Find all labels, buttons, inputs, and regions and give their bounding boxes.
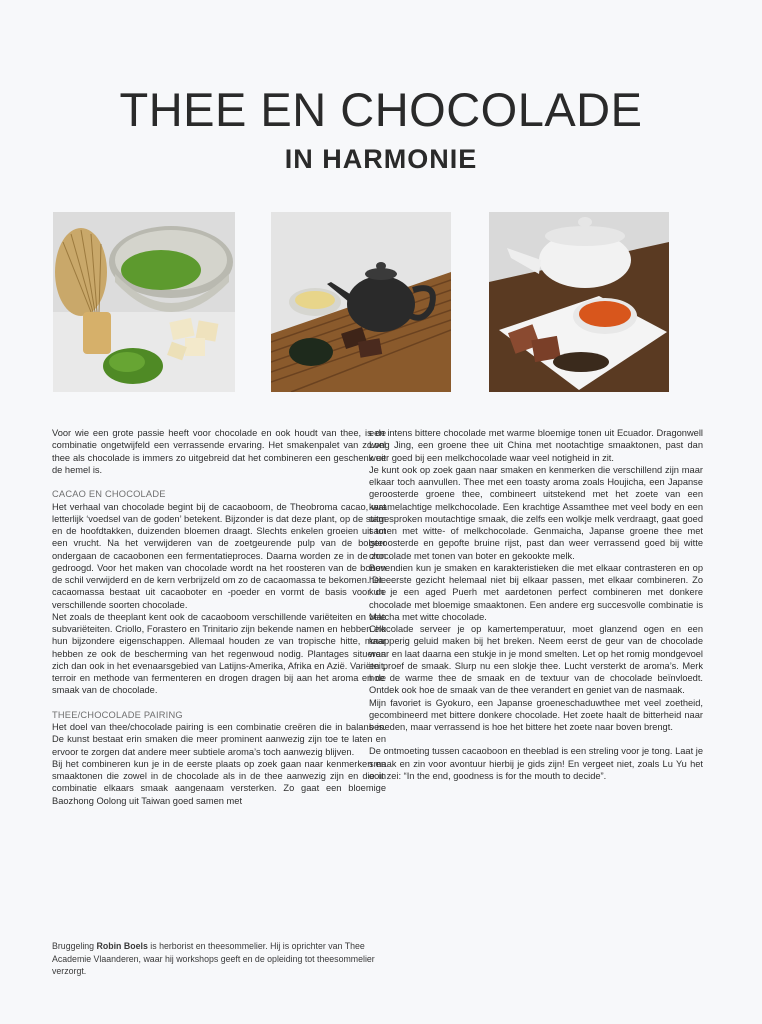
page-title: THEE EN CHOCOLADE bbox=[119, 83, 643, 136]
section-heading-pairing: THEE/CHOCOLADE PAIRING bbox=[52, 709, 183, 720]
photo-white-teapot bbox=[489, 212, 669, 392]
photo-teapot bbox=[271, 212, 451, 392]
section-heading-cacao: CACAO EN CHOCOLADE bbox=[52, 489, 166, 499]
page-subtitle: IN HARMONIE bbox=[284, 144, 478, 174]
paragraph: Je kunt ook op zoek gaan naar smaken en kenmerken die verschillend zijn maar elkaar toch aanvullen. Thee met een toasty aroma zoals Houjicha, een Japanse geroosterde groene thee, combineert uitstekend met het zoete van een karamelachtige melkchocolade. Een krachtige Assamthee met veel body en een uitgesproken moutachtige smaak, die zelfs een wolkje melk verdraagt, gaat goed samen met witte- of melkchocolade. Genmaicha, Japanse groene thee met geroosterde en gepofte bruine rijst, past dan weer verrassend goed bij witte chocolade met tonen van boter en gekookte melk. bbox=[369, 464, 703, 561]
paragraph-closing: De ontmoeting tussen cacaoboon en theeblad is een streling voor je tong. Laat je smaak en zin voor avontuur hierbij je gids zijn! En vergeet niet, zoals Lu Yu het ooit zei: “In the end, goodness is for the mouth to decide”. bbox=[369, 746, 703, 781]
paragraph: Bij het combineren kun je in de eerste plaats op zoek gaan naar kenmerken en smaaktonen die zowel in de chocolade als in de thee aanwezig zijn en die in combinatie elkaars smaak aangenaam versterken. Zo gaat een bloemige Baozhong Oolong uit Taiwan goed samen met bbox=[52, 758, 386, 806]
paragraph: een intens bittere chocolade met warme bloemige tonen uit Ecuador. Dragonwell Long Jing, een groene thee uit China met nootachtige smaaktonen, past dan weer goed bij een melkchocolade waar veel notigheid in zit. bbox=[369, 428, 703, 463]
paragraph: Net zoals de theeplant kent ook de cacaoboom verschillende variëteiten en vele subvariëteiten. Criollo, Forastero en Trinitario zijn bekende namen en hebben elk hun bijzondere eigenschappen. Allemaal houden ze van tropische hitte, maar hebben ze ook de bescherming van het regenwoud nodig. Plantages situeren zich dan ook in het evenaarsgebied van Latijns-Amerika, Afrika en Azië. Variëteit, terroir en methode van fermenteren en drogen dragen bij aan het aroma en de smaak van de chocolade. bbox=[52, 611, 386, 696]
author-credit bbox=[52, 940, 392, 978]
article-column-right bbox=[369, 427, 703, 782]
photo-matcha bbox=[53, 212, 235, 392]
article-intro: Voor wie een grote passie heeft voor chocolade en ook houdt van thee, is de combinatie ongetwijfeld een verrassende ervaring. Het smakenpalet van zowel thee als chocolade is immers zo uitgebreid dat het combineren een geschenk uit de hemel is. bbox=[52, 428, 386, 475]
paragraph: Bovendien kun je smaken en karakteristieken die met elkaar contrasteren en op het eerste gezicht helemaal niet bij elkaar passen, met elkaar combineren. Zo kun je een aged Puerh met aardetonen perfect combineren met donkere chocolade met bloemige smaaktonen. Een andere erg succesvolle combinatie is Matcha met witte chocolade. bbox=[369, 562, 703, 622]
paragraph: Het doel van thee/chocolade pairing is een combinatie creëren die in balans is. De kunst bestaat erin smaken die meer prominent aanwezig zijn toe te laten en ervoor te zorgen dat andere meer subtiele aroma’s toch aanwezig blijven. bbox=[52, 722, 386, 757]
credit-suffix: is herborist en theesommelier. Hij is oprichter van Thee Academie Vlaanderen, waar hij workshops geeft en de opleiding tot theesommelier verzorgt. bbox=[52, 941, 375, 976]
article-column-left bbox=[52, 427, 386, 807]
author-name: Robin Boels bbox=[96, 941, 148, 951]
paragraph: Chocolade serveer je op kamertemperatuur, moet glanzend ogen en een knapperig geluid maken bij het breken. Neem eerst de geur van de chocolade waar en laat daarna een stukje in je mond smelten. Let op het romig mondgevoel en proef de smaak. Slurp nu een slokje thee. Lucht versterkt de aroma’s. Merk hoe de warme thee de smaak en de textuur van de chocolade beïnvloedt. Ontdek ook hoe de smaak van de thee verandert en geniet van de nasmaak. bbox=[369, 624, 703, 696]
credit-prefix: Bruggeling bbox=[52, 941, 95, 951]
paragraph: Het verhaal van chocolade begint bij de cacaoboom, de Theobroma cacao, wat letterlijk ‘voedsel van de goden’ betekent. Bijzonder is dat deze plant, op de stam en de hoofdtakken, duizenden bloemen draagt. Slechts enkelen groeien uit tot een vrucht. Na het verwijderen van de zoetgeurende pulp van de bolster ondergaan de cacaobonen een fermentatieproces. Daarna worden ze in de zon gedroogd. Voor het maken van chocolade wordt na het roosteren van de bonen de schil verwijderd en de kern verbrijzeld om zo de cacaomassa te bekomen. Die cacaomassa bestaat uit cacaoboter en -poeder en vormt de basis voor de verschillende soorten chocolade. bbox=[52, 501, 386, 610]
paragraph: Mijn favoriet is Gyokuro, een Japanse groeneschaduwthee met veel zoetheid, gecombineerd met bittere donkere chocolade. Het zoete haalt de bitterheid naar beneden, maar verrassend is hoe het bittere het zoete naar boven brengt. bbox=[369, 697, 703, 732]
